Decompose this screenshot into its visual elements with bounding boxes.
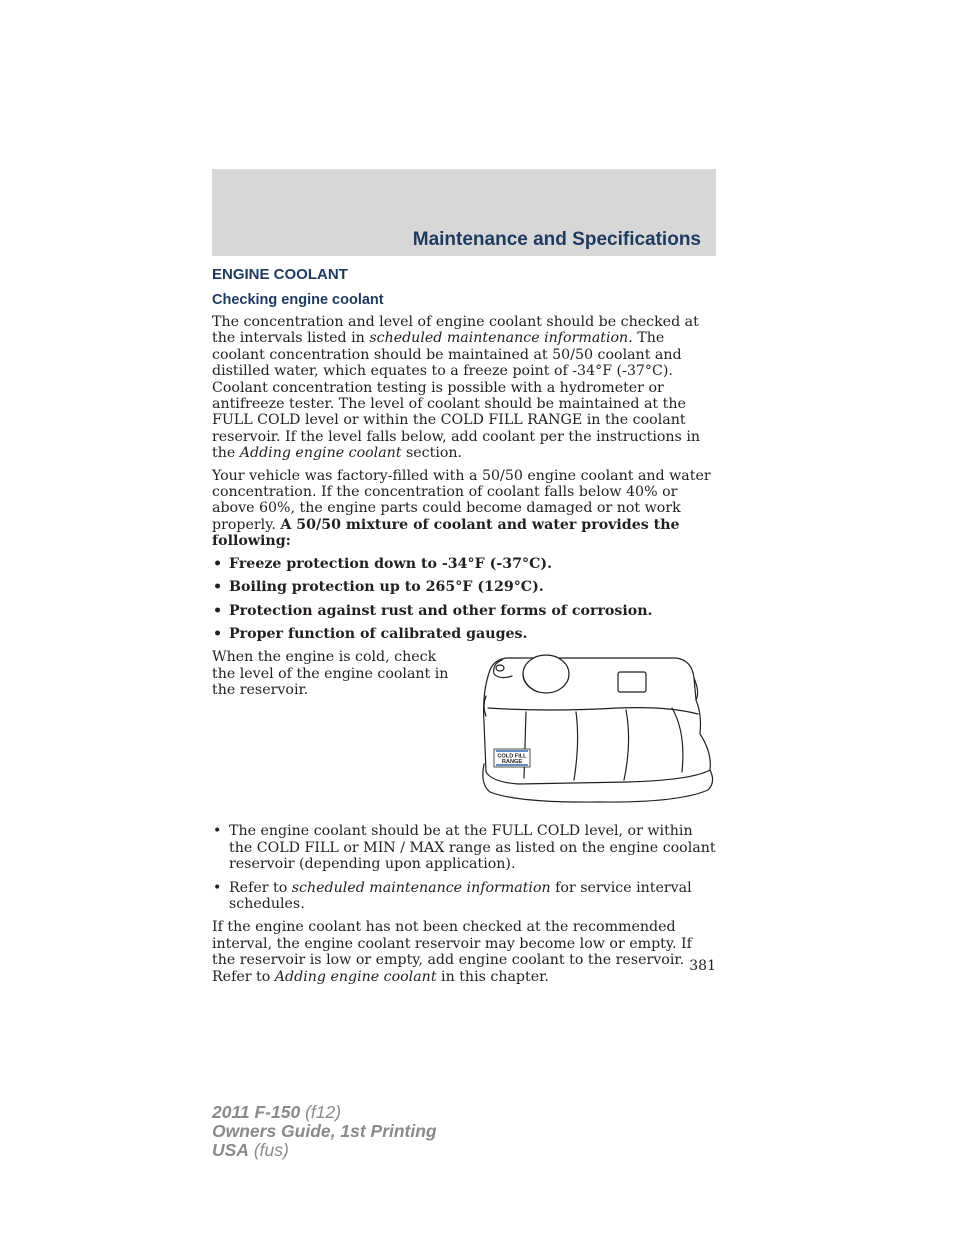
figure-caption: When the engine is cold, check the level of the engine coolant in the reservoir. (212, 649, 449, 699)
cold-fill-label: COLD FILL (497, 753, 527, 760)
subsection-title: Checking engine coolant (212, 292, 384, 308)
footer-code: (f12) (300, 1102, 342, 1122)
footer (212, 1103, 437, 1160)
list-item: • Proper function of calibrated gauges. (212, 626, 716, 642)
footer-line (212, 1103, 437, 1122)
text: If the engine coolant has not been checked at the recommended interval, the engine coolant reservoir may become low or empty. If the reservoir is low or empty, add engine coolant to the reservoir. Refer to (212, 919, 692, 985)
coolant-reservoir-illustration (478, 652, 716, 804)
link-adding-engine-coolant: Adding engine coolant (274, 968, 437, 985)
footer-market: USA (212, 1140, 249, 1160)
text: Refer to (229, 879, 292, 896)
coolant-level-list (212, 823, 716, 912)
footer-model: 2011 F-150 (212, 1102, 301, 1122)
range-label: RANGE (501, 759, 523, 766)
footer-line (212, 1122, 437, 1141)
text: Your vehicle was factory-filled with a 50/50 engine coolant and water concentration. If the concentration of coolant falls below 40% or above 60%, the engine parts could become damaged or not work properly. (212, 467, 711, 533)
footer-line (212, 1141, 437, 1160)
text: in this chapter. (436, 968, 549, 985)
paragraph-concentration (212, 314, 716, 462)
link-scheduled-maintenance: scheduled maintenance information (291, 879, 551, 896)
paragraph-low-coolant (212, 919, 716, 985)
header-band (212, 169, 716, 256)
protection-list (212, 556, 716, 643)
header-title: Maintenance and Specifications (412, 229, 701, 250)
list-item: • Protection against rust and other forms of corrosion. (212, 603, 716, 619)
reservoir-window (618, 672, 646, 692)
section-title: ENGINE COOLANT (212, 266, 348, 283)
bold-text: A 50/50 mixture of coolant and water provides the following: (212, 516, 680, 550)
text: The coolant concentration should be maintained at 50/50 coolant and distilled water, which equates to a freeze point of -34°F (-37°C). Coolant concentration testing is possible with a hydrometer or antifreeze tester. The level of coolant should be maintained at the FULL COLD level or within the COLD FILL RANGE in the coolant reservoir. If the level falls below, add coolant per the instructions in the (212, 330, 701, 462)
text: section. (401, 445, 463, 462)
list-item: • The engine coolant should be at the FULL COLD level, or within the COLD FILL or MIN / MAX range as listed on the engine coolant reservoir (depending upon application). (212, 823, 716, 872)
list-item (212, 880, 716, 913)
footer-guide: Owners Guide, 1st Printing (212, 1121, 437, 1141)
text: for service interval schedules. (229, 879, 692, 912)
page-content (212, 266, 716, 991)
page-number: 381 (689, 958, 716, 974)
figure-row (212, 649, 716, 823)
list-item: • Boiling protection up to 265°F (129°C). (212, 579, 716, 595)
paragraph-factory-fill (212, 468, 716, 550)
list-item: • Freeze protection down to -34°F (-37°C). (212, 556, 716, 572)
link-scheduled-maintenance: scheduled maintenance information. (369, 330, 633, 347)
footer-market-code: (fus) (248, 1140, 289, 1160)
text: The concentration and level of engine coolant should be checked at the intervals listed in (212, 314, 699, 347)
link-adding-engine-coolant: Adding engine coolant (239, 445, 402, 462)
